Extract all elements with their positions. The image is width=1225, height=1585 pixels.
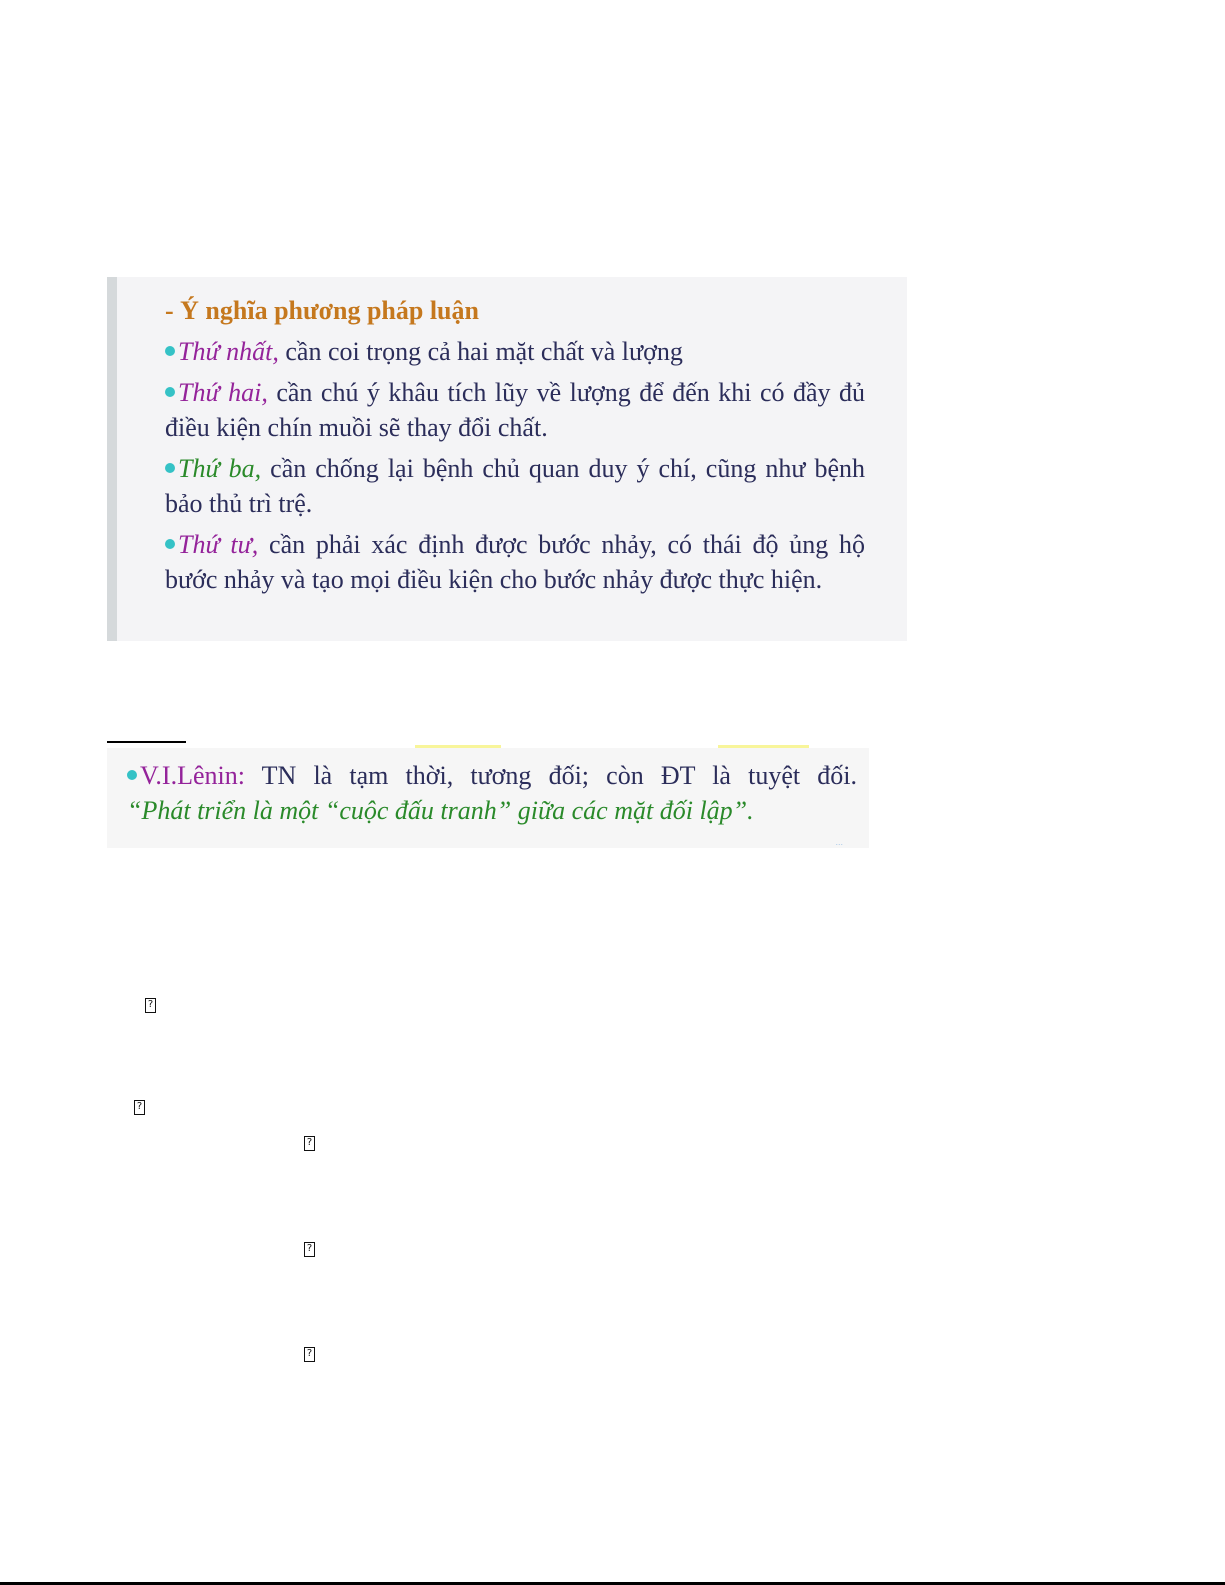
bullet-icon: [165, 463, 175, 473]
methodology-item-4: [165, 527, 865, 597]
bullet-icon: [165, 346, 175, 356]
missing-glyph-icon: ?: [145, 998, 156, 1013]
item-lead: Thứ tư,: [178, 530, 259, 559]
lenin-quote-content: [127, 758, 857, 828]
missing-glyph-icon: ?: [304, 1136, 315, 1151]
lenin-statement: TN là tạm thời, tương đối; còn ĐT là tuyệt đối.: [244, 761, 857, 790]
lenin-statement-line: [127, 758, 857, 793]
item-text: cần chống lại bệnh chủ quan duy ý chí, cũng như bệnh bảo thủ trì trệ.: [165, 454, 865, 518]
missing-glyph-icon: ?: [304, 1242, 315, 1257]
item-text: cần coi trọng cả hai mặt chất và lượng: [278, 337, 683, 366]
lenin-quote-text: “Phát triển là một “cuộc đấu tranh” giữa các mặt đối lập”.: [127, 796, 754, 825]
missing-glyph-icon: ?: [134, 1100, 145, 1115]
bullet-icon: [165, 539, 175, 549]
item-lead: Thứ hai,: [178, 378, 268, 407]
methodology-item-3: [165, 451, 865, 521]
methodology-content: [165, 293, 865, 603]
panel-left-edge: [107, 277, 117, 641]
methodology-heading: - Ý nghĩa phương pháp luận: [165, 296, 479, 325]
bullet-icon: [127, 770, 137, 780]
methodology-panel: [107, 277, 907, 641]
corner-mark: ...: [835, 837, 843, 847]
item-lead: Thứ ba,: [178, 454, 262, 483]
lenin-quote-panel: [107, 748, 869, 848]
lenin-author: V.I.Lênin:: [140, 761, 245, 790]
methodology-item-1: [165, 334, 865, 369]
bullet-icon: [165, 387, 175, 397]
item-text: cần chú ý khâu tích lũy về lượng để đến khi có đầy đủ điều kiện chín muồi sẽ thay đổi chất.: [165, 378, 865, 442]
missing-glyph-icon: ?: [304, 1347, 315, 1362]
underline-rule: [107, 741, 186, 743]
methodology-item-2: [165, 375, 865, 445]
item-text: cần phải xác định được bước nhảy, có thái độ ủng hộ bước nhảy và tạo mọi điều kiện cho bước nhảy được thực hiện.: [165, 530, 865, 594]
item-lead: Thứ nhất,: [178, 337, 279, 366]
